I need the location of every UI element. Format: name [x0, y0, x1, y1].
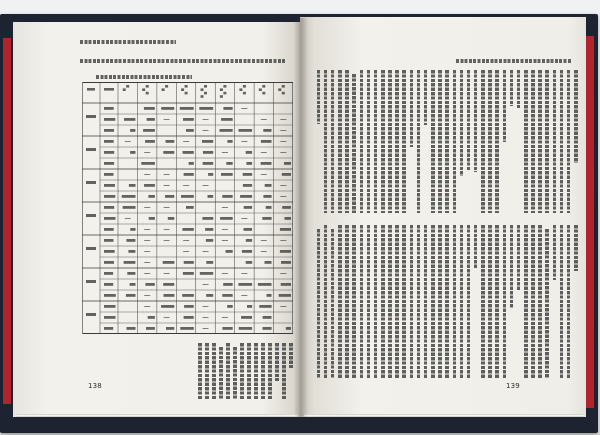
text-column [545, 229, 549, 378]
text-column [360, 225, 364, 378]
text-column [467, 70, 471, 171]
text-column [240, 343, 244, 400]
text-column [553, 70, 557, 213]
text-column [503, 70, 507, 142]
text-column [503, 225, 507, 378]
left-page-number: 138 [88, 382, 102, 390]
text-column [381, 225, 385, 378]
text-column [574, 225, 578, 271]
text-column [367, 225, 371, 378]
text-column [510, 70, 514, 106]
text-column [402, 70, 406, 213]
right-page-number: 139 [506, 382, 520, 390]
text-column [198, 343, 202, 400]
text-column [352, 225, 356, 378]
text-column [538, 225, 542, 378]
text-column [374, 70, 378, 213]
text-column [289, 343, 293, 368]
text-column [424, 70, 428, 125]
text-column [445, 70, 449, 213]
text-column [275, 343, 279, 381]
text-column [233, 347, 237, 400]
text-column [247, 343, 251, 400]
text-column [481, 225, 485, 378]
text-column [417, 225, 421, 378]
text-column [460, 225, 464, 378]
text-column [567, 70, 571, 213]
text-column [431, 225, 435, 378]
text-column [438, 225, 442, 378]
text-column [531, 225, 535, 378]
text-column [545, 70, 549, 213]
text-column [338, 70, 342, 213]
text-column [205, 343, 209, 400]
text-column [402, 225, 406, 378]
text-column [317, 70, 321, 124]
text-column [495, 70, 499, 213]
text-column [345, 225, 349, 378]
text-column [453, 225, 457, 378]
text-column [395, 70, 399, 213]
text-column [560, 225, 564, 378]
text-column [517, 70, 521, 108]
text-column [567, 225, 571, 378]
text-column [431, 70, 435, 213]
text-column [219, 347, 223, 400]
text-column [374, 225, 378, 378]
text-column [345, 70, 349, 213]
text-column [212, 343, 216, 400]
text-column [367, 70, 371, 213]
text-column [338, 225, 342, 378]
text-column [524, 70, 528, 213]
text-column [574, 70, 578, 163]
text-column [510, 225, 514, 308]
text-column [474, 225, 478, 268]
text-column [460, 70, 464, 176]
text-column [226, 343, 230, 400]
text-column [324, 70, 328, 213]
text-column [538, 70, 542, 213]
text-column [417, 70, 421, 213]
text-column [331, 70, 335, 213]
text-column [410, 70, 414, 147]
text-column [517, 225, 521, 290]
text-column [495, 225, 499, 378]
text-column [474, 70, 478, 172]
text-column [438, 70, 442, 213]
text-column [488, 225, 492, 378]
text-column [381, 70, 385, 213]
text-column [360, 70, 364, 213]
text-column [481, 70, 485, 213]
text-column [261, 343, 265, 400]
text-column [553, 225, 557, 280]
text-column [424, 225, 428, 378]
text-column [317, 229, 321, 378]
text-column [395, 225, 399, 378]
text-column [331, 229, 335, 378]
text-column [324, 225, 328, 378]
text-column [268, 343, 272, 400]
text-column [282, 343, 286, 400]
text-column [467, 225, 471, 378]
text-column [388, 70, 392, 213]
text-column [560, 70, 564, 213]
text-column [254, 343, 258, 400]
text-column [410, 225, 414, 378]
text-column [388, 225, 392, 378]
text-column [453, 70, 457, 213]
text-column [524, 225, 528, 378]
text-column [531, 70, 535, 213]
text-column [488, 70, 492, 213]
text-column [352, 74, 356, 213]
text-column [445, 225, 449, 378]
